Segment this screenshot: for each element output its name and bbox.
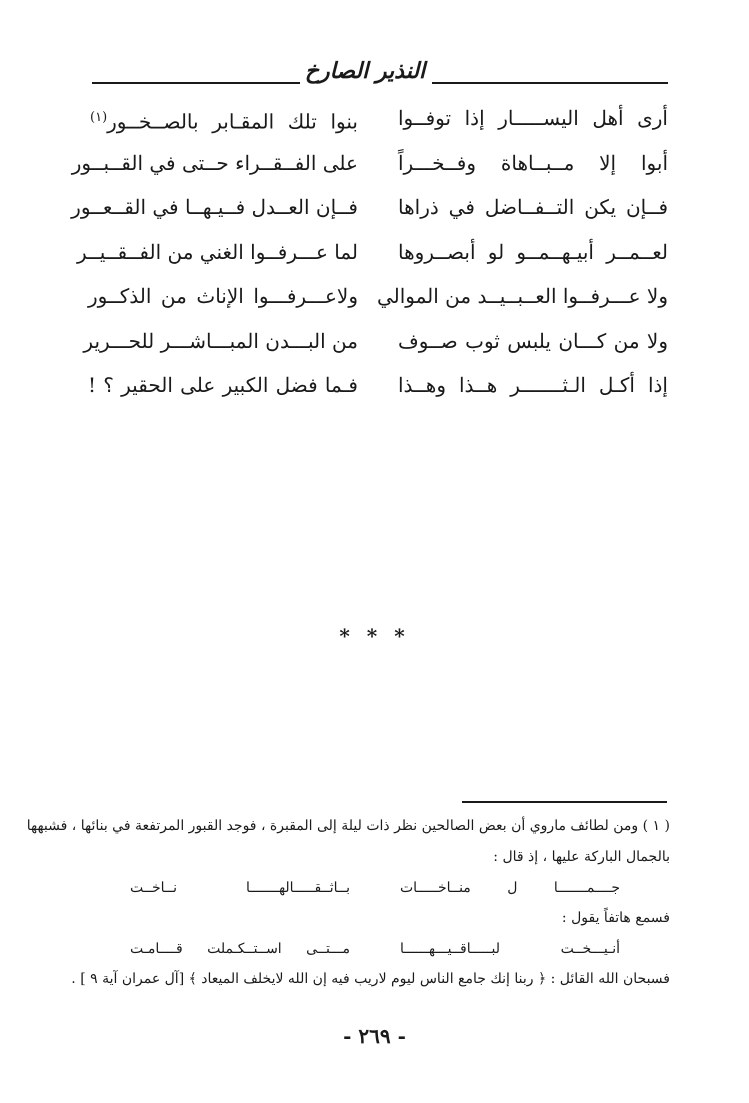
footnote-verse-first: جــــمـــــــا ل منــاخـــــات bbox=[400, 880, 620, 896]
verse-first-hemistich: ولا من كـــان يلبس ثوب صــوف bbox=[398, 328, 668, 353]
running-header-title: النذير الصارخ bbox=[304, 58, 426, 84]
poem-verse bbox=[88, 100, 668, 145]
footnote-verse-second: بــاثــقـــــالهـــــــا نــاخــت bbox=[130, 880, 350, 896]
footnote-text-line: فسمع هاتفاً يقول : bbox=[561, 910, 670, 926]
footnote-text-line: فسبحان الله القائل : ﴿ ربنا إنك جامع الناس ليوم لاريب فيه إن الله لايخلف الميعاد ﴾ [آل عمران آية ٩ ] . bbox=[71, 971, 670, 987]
poem bbox=[71, 100, 668, 412]
page-number: - ٢٦٩ - bbox=[343, 1024, 406, 1048]
poem-verse bbox=[71, 189, 668, 234]
verse-second-hemistich bbox=[88, 100, 358, 140]
footnote-rule bbox=[462, 801, 667, 803]
footnote-verse bbox=[80, 876, 670, 906]
verse-first-hemistich: لعــمــر أبيـهــمــو لو أبصــروها bbox=[398, 239, 668, 264]
verse-first-hemistich: فــإن يكن التــفــاضل في ذراها bbox=[398, 195, 668, 219]
verse-second-hemistich: فــإن العــدل فــيـهــا في القــعــور bbox=[71, 195, 358, 219]
footnotes bbox=[26, 814, 670, 998]
verse-second-hemistich: لما عـــرفــوا الغني من الفــقــيــر bbox=[77, 239, 358, 264]
footnote-verse-second: مـــتــى اســتــكـملت قــــامـت bbox=[130, 941, 350, 957]
footnote-marker: (١) bbox=[90, 110, 108, 125]
verse-second-text: بنوا تلك المقـابر بالصــخــور bbox=[107, 109, 358, 134]
footnote-verse bbox=[80, 937, 670, 967]
verse-first-hemistich: أبوا إلا مــبــاهاة وفــخـــراً bbox=[398, 150, 668, 175]
poem-verse bbox=[83, 323, 668, 368]
footnote-verse-first: أنـيـــخــت لبـــــاقــيـــهــــــا bbox=[400, 941, 620, 957]
verse-second-hemistich: ولاعـــرفـــوا الإناث من الذكــور bbox=[88, 284, 358, 308]
section-separator: * * * bbox=[339, 624, 410, 648]
poem-verse bbox=[88, 367, 668, 412]
verse-second-hemistich: على الفــقــراء حــتى في القــبــور bbox=[71, 150, 358, 175]
poem-verse bbox=[88, 278, 668, 323]
header-rule-left bbox=[92, 82, 300, 84]
verse-second-hemistich: فـما فضل الكبير على الحقير ؟ ! bbox=[88, 373, 358, 397]
poem-verse bbox=[71, 145, 668, 190]
footnote-text-line: ( ١ ) ومن لطائف ماروي أن بعض الصالحين نظر ذات ليلة إلى المقبرة ، فوجد القبور المرتفعة في بنائها ، فشبهها bbox=[26, 818, 670, 834]
verse-first-hemistich: ولا عـــرفــوا العــبــيــد من الموالي bbox=[376, 284, 668, 308]
header-rule-right bbox=[432, 82, 668, 84]
footnote-text-line: بالجمال الباركة عليها ، إذ قال : bbox=[493, 849, 670, 865]
verse-first-hemistich: أرى أهل اليســـــار إذا توفــوا bbox=[398, 106, 668, 130]
verse-second-hemistich: من البـــدن المبـــاشـــر للحـــرير bbox=[83, 328, 358, 353]
poem-verse bbox=[77, 234, 668, 279]
verse-first-hemistich: إذا أكـل الـثـــــــر هــذا وهــذا bbox=[398, 373, 668, 397]
